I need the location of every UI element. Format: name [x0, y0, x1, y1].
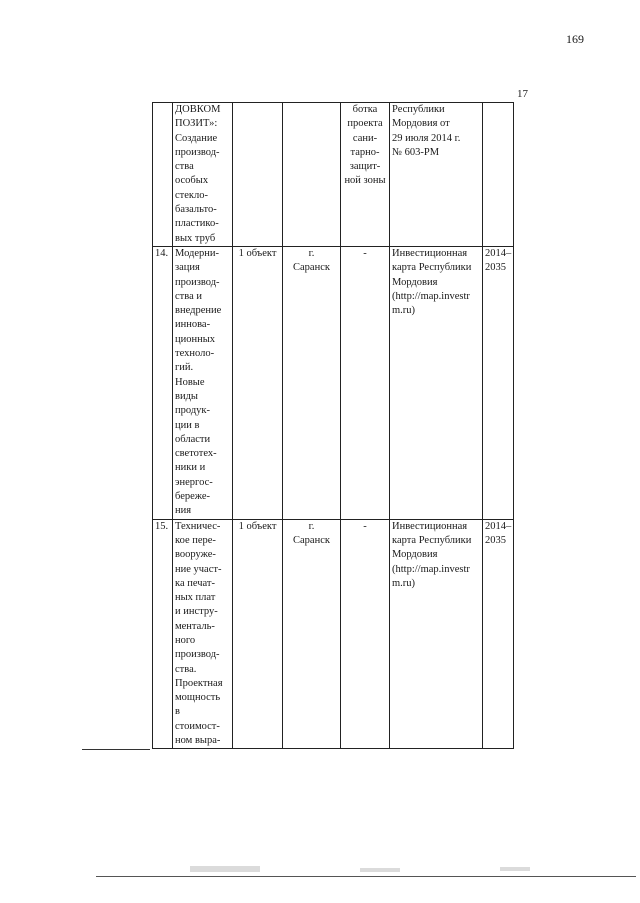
project-cost: - [341, 519, 390, 749]
project-name: Модерни- зация производ- ства и внедрение иннова- ционных техноло- гий. Новые виды продук- ции в области светотех- ники и энергос- береже- ния [173, 246, 233, 519]
project-name: Техничес- кое пере- вооруже- ние участ- ка печат- ных плат и инстру- менталь- ного производ- ства. Проектная мощность в стоимост- ном выра- [173, 519, 233, 749]
project-cost: - [341, 246, 390, 519]
project-volume: 1 объект [233, 519, 283, 749]
project-period [483, 103, 514, 247]
project-source: Инвестиционная карта Республики Мордовия (http://map.investr m.ru) [390, 519, 483, 749]
row-number: 15. [153, 519, 173, 749]
project-source: Республики Мордовия от 29 июля 2014 г. № 603-РМ [390, 103, 483, 247]
project-cost: ботка проекта сани- тарно- защит- ной зоны [341, 103, 390, 247]
row-number [153, 103, 173, 247]
footnote-divider [82, 749, 150, 750]
scan-smudge [190, 866, 260, 872]
project-source: Инвестиционная карта Республики Мордовия (http://map.investr m.ru) [390, 246, 483, 519]
project-location: г. Саранск [283, 246, 341, 519]
scan-smudge [500, 867, 530, 871]
scan-smudge [360, 868, 400, 872]
table-row [153, 519, 514, 749]
scan-bottom-edge [96, 876, 636, 877]
investment-projects-table [152, 102, 514, 749]
table-row [153, 103, 514, 247]
table-row [153, 246, 514, 519]
page-number-outer: 169 [566, 32, 584, 46]
row-number: 14. [153, 246, 173, 519]
project-period: 2014– 2035 [483, 246, 514, 519]
project-location [283, 103, 341, 247]
project-location: г. Саранск [283, 519, 341, 749]
page-number-inner: 17 [517, 88, 528, 100]
project-name: ДОВКОМ ПОЗИТ»: Создание производ- ства особых стекло- базальто- пластико- вых труб [173, 103, 233, 247]
project-volume: 1 объект [233, 246, 283, 519]
project-period: 2014– 2035 [483, 519, 514, 749]
project-volume [233, 103, 283, 247]
